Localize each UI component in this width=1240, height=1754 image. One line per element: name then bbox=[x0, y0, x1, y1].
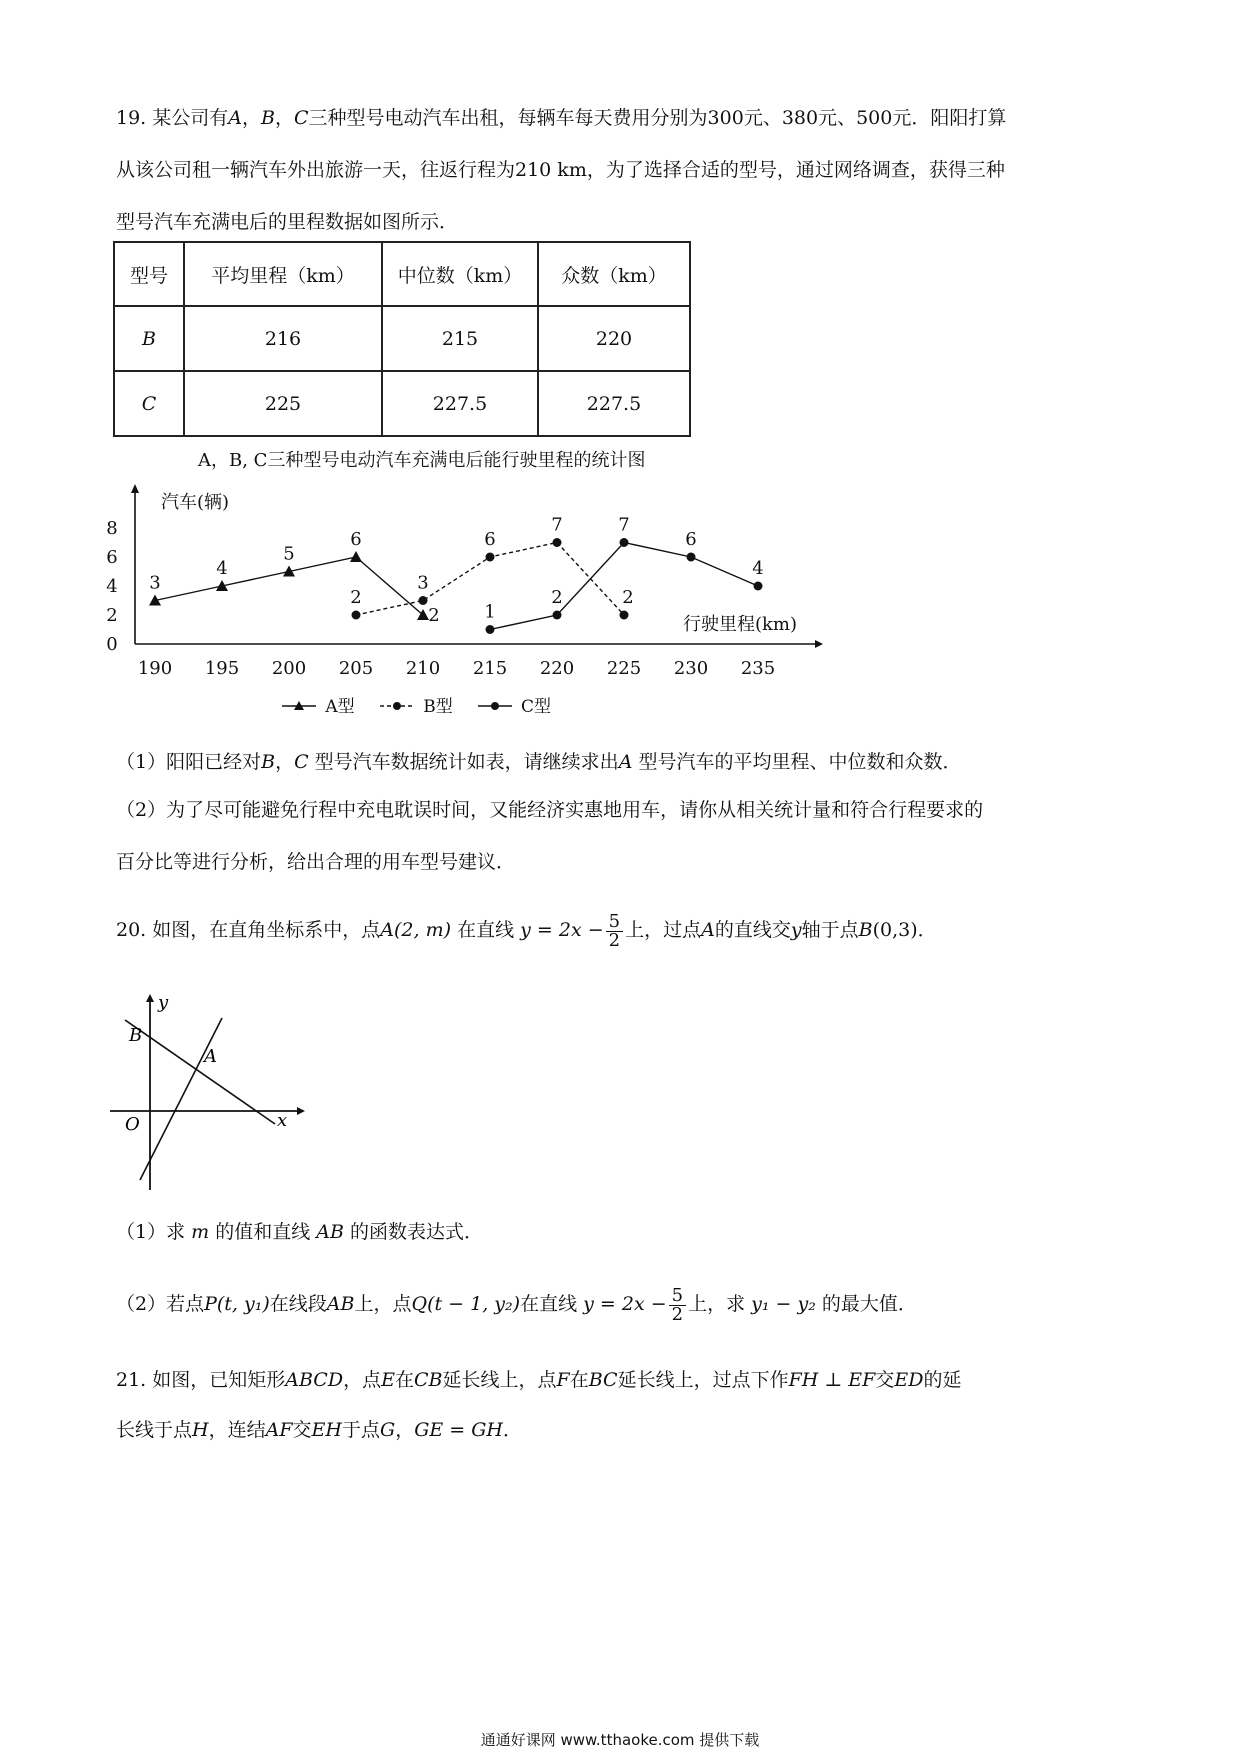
q20-coordinate-figure bbox=[105, 990, 305, 1190]
y-axis-arrow bbox=[146, 994, 154, 1002]
y-axis-label: y bbox=[158, 992, 169, 1013]
x-axis-label: 行驶里程(km) bbox=[682, 614, 798, 635]
data-label: 7 bbox=[618, 514, 630, 536]
q21-line1: 21. 如图，已知矩形ABCD，点E在CB延长线上，点F在BC延长线上，过点下作FH ⊥ EF交ED的延 bbox=[116, 1369, 962, 1391]
table-cell: 225 bbox=[184, 371, 382, 436]
x-tick-label: 220 bbox=[539, 658, 575, 679]
data-label: 4 bbox=[216, 558, 228, 579]
point-B-label: B bbox=[129, 1025, 143, 1046]
data-point bbox=[352, 611, 361, 620]
x-tick-label: 195 bbox=[204, 658, 240, 679]
stats-table bbox=[113, 241, 691, 437]
data-label: 2 bbox=[350, 587, 362, 608]
line-y-2x bbox=[140, 1018, 222, 1180]
table-cell: 227.5 bbox=[538, 371, 690, 436]
x-axis-arrow bbox=[815, 640, 823, 648]
data-label: 3 bbox=[149, 572, 161, 594]
table-cell: C bbox=[114, 371, 184, 436]
x-tick-label: 200 bbox=[271, 658, 307, 679]
line-AB bbox=[125, 1020, 275, 1124]
data-point bbox=[350, 551, 362, 562]
data-point bbox=[419, 596, 428, 605]
data-point bbox=[754, 582, 763, 591]
table-cell: B bbox=[114, 306, 184, 371]
y-tick-label: 6 bbox=[106, 547, 118, 568]
fraction: $\frac{5}{2}$ bbox=[669, 1287, 686, 1324]
table-header-cell: 平均里程（km） bbox=[184, 242, 382, 306]
table-header-cell: 众数（km） bbox=[538, 242, 690, 306]
y-tick-label: 8 bbox=[106, 518, 118, 539]
q19-sub2-line2: 百分比等进行分析，给出合理的用车型号建议． bbox=[116, 851, 516, 873]
data-label: 6 bbox=[484, 529, 496, 550]
data-label: 3 bbox=[417, 572, 429, 594]
table-cell: 227.5 bbox=[382, 371, 538, 436]
y-tick-label: 0 bbox=[106, 634, 118, 655]
data-label: 2 bbox=[551, 587, 563, 608]
data-label: 2 bbox=[428, 605, 440, 626]
data-label: 1 bbox=[484, 601, 496, 623]
data-point bbox=[553, 538, 562, 547]
table-cell: 216 bbox=[184, 306, 382, 371]
table-cell: 220 bbox=[538, 306, 690, 371]
q19-sub1: （1）阳阳已经对B，C 型号汽车数据统计如表，请继续求出A 型号汽车的平均里程、中位数和众数． bbox=[116, 751, 962, 773]
data-label: 7 bbox=[551, 514, 563, 536]
q19-line1: 19. 某公司有A，B，C三种型号电动汽车出租，每辆车每天费用分别为300元、380元、500元．阳阳打算 bbox=[116, 107, 1007, 129]
x-tick-label: 235 bbox=[740, 658, 776, 679]
q21-line2: 长线于点H，连结AF交EH于点G，GE = GH． bbox=[116, 1419, 523, 1441]
q19-line2: 从该公司租一辆汽车外出旅游一天，往返行程为210 km，为了选择合适的型号，通过网络调查，获得三种 bbox=[116, 159, 1005, 181]
x-tick-label: 210 bbox=[405, 658, 441, 679]
x-tick-label: 190 bbox=[137, 658, 173, 679]
fraction: $\frac{5}{2}$ bbox=[606, 913, 623, 950]
page-footer: 通通好课网 www.tthaoke.com 提供下载 bbox=[480, 1731, 760, 1749]
legend-marker bbox=[491, 702, 499, 710]
table-cell: 215 bbox=[382, 306, 538, 371]
legend-label: B型 bbox=[423, 697, 453, 717]
x-tick-label: 230 bbox=[673, 658, 709, 679]
table-header-row bbox=[114, 242, 690, 306]
q19-sub2-line1: （2）为了尽可能避免行程中充电耽误时间，又能经济实惠地用车，请你从相关统计量和符合行程要求的 bbox=[116, 799, 984, 821]
q20-sub2: （2）若点P(t, y₁)在线段AB上，点Q(t − 1, y₂)在直线 y = 2x − $\frac{5}{2}$ 上，求 y₁ − y₂ 的最大值． bbox=[116, 1284, 917, 1325]
table-header-cell: 型号 bbox=[114, 242, 184, 306]
legend-marker bbox=[393, 702, 401, 710]
y-tick-label: 2 bbox=[106, 605, 118, 626]
data-point bbox=[553, 611, 562, 620]
mileage-line-chart bbox=[100, 480, 840, 730]
origin-label: O bbox=[125, 1114, 140, 1135]
data-label: 6 bbox=[350, 529, 362, 550]
x-axis-label: x bbox=[277, 1110, 288, 1131]
data-point bbox=[687, 553, 696, 562]
y-axis-label: 汽车(辆) bbox=[160, 492, 230, 513]
data-label: 5 bbox=[283, 543, 295, 565]
table-header-cell: 中位数（km） bbox=[382, 242, 538, 306]
x-tick-label: 215 bbox=[472, 658, 508, 679]
data-point bbox=[486, 553, 495, 562]
x-tick-label: 225 bbox=[606, 658, 642, 679]
table-row bbox=[114, 306, 690, 371]
data-point bbox=[486, 625, 495, 634]
x-axis-arrow bbox=[297, 1107, 305, 1115]
legend-label: A型 bbox=[325, 697, 355, 717]
q19-line3: 型号汽车充满电后的里程数据如图所示． bbox=[116, 211, 459, 233]
legend-label: C型 bbox=[520, 697, 552, 717]
point-A-label: A bbox=[204, 1046, 217, 1067]
y-axis-arrow bbox=[131, 484, 139, 493]
table-row bbox=[114, 371, 690, 436]
q20-sub1: （1）求 m 的值和直线 AB 的函数表达式． bbox=[116, 1221, 484, 1243]
q20-line1: 20. 如图，在直角坐标系中，点A(2, m) 在直线 y = 2x − $\frac{5}{2}$ 上，过点A的直线交y轴于点B(0,3)． bbox=[116, 910, 937, 951]
data-label: 4 bbox=[752, 558, 764, 579]
data-label: 6 bbox=[685, 529, 697, 550]
data-point bbox=[620, 538, 629, 547]
x-tick-label: 205 bbox=[338, 658, 374, 679]
data-label: 2 bbox=[622, 587, 634, 608]
chart-caption: A，B, C三种型号电动汽车充满电后能行驶里程的统计图 bbox=[198, 450, 646, 471]
y-tick-label: 4 bbox=[106, 576, 118, 597]
data-point bbox=[620, 611, 629, 620]
